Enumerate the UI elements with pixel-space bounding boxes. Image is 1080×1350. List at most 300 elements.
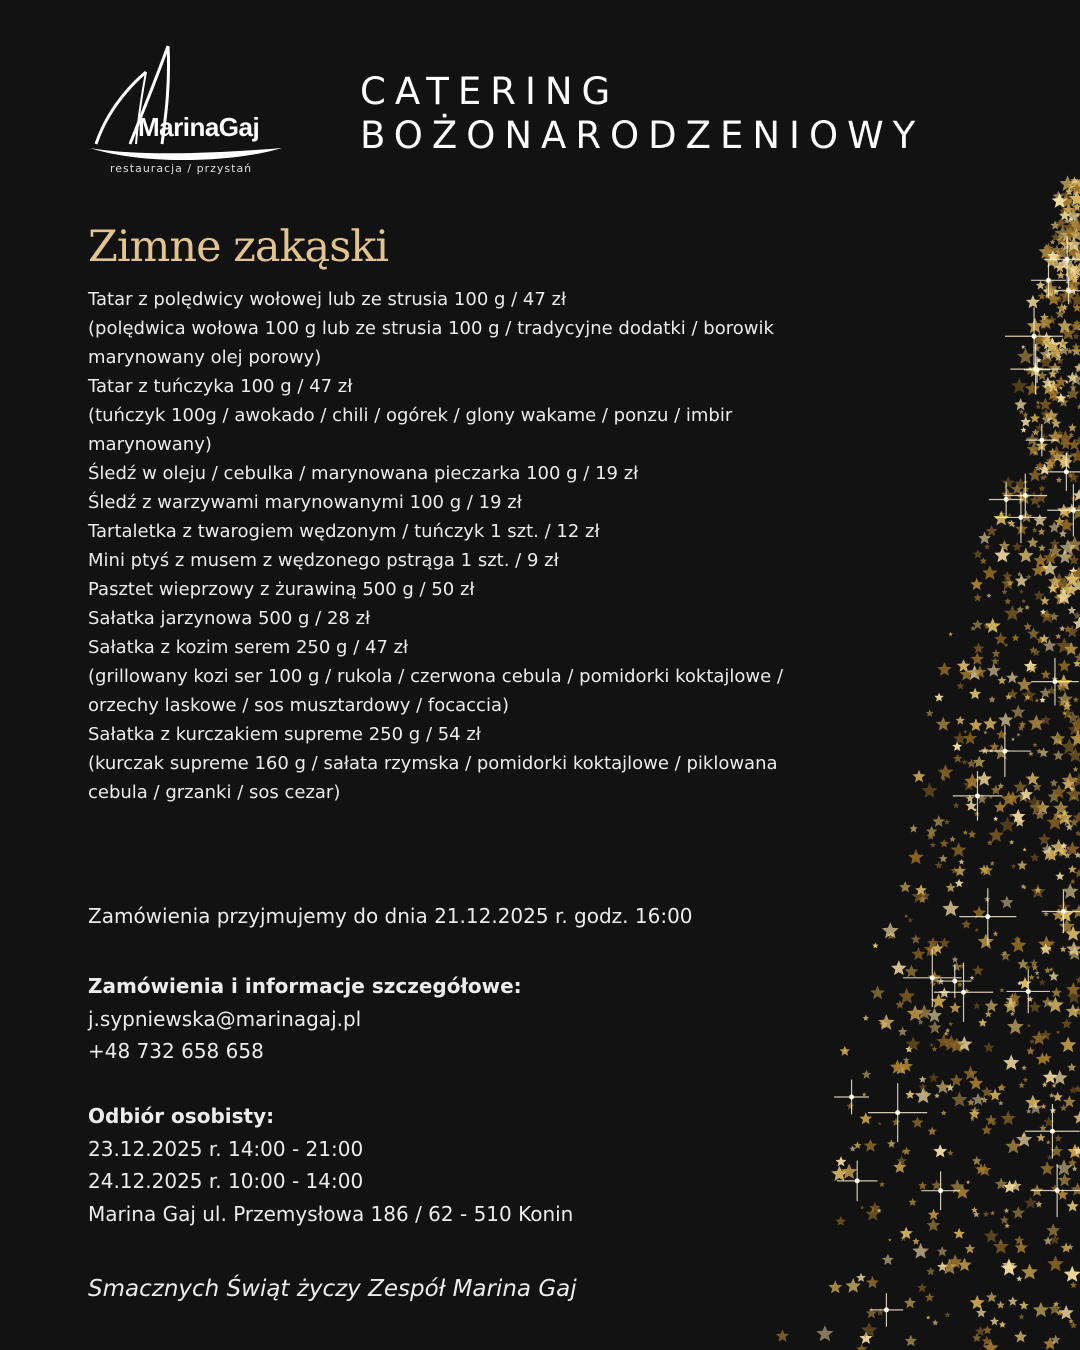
section-title: Zimne zakąski (88, 222, 389, 272)
tree-star (1073, 333, 1080, 340)
tree-star (948, 1022, 953, 1026)
tree-star (856, 1273, 866, 1282)
tree-star (1058, 1173, 1072, 1186)
tree-star (922, 783, 938, 798)
tree-star (891, 960, 907, 975)
tree-star (939, 937, 950, 948)
tree-star (954, 865, 966, 876)
tree-star (928, 1073, 939, 1083)
tree-star (969, 688, 981, 700)
tree-star (1008, 1296, 1018, 1305)
tree-star (828, 1280, 842, 1293)
tree-star (975, 928, 979, 932)
menu-line: (grillowany kozi ser 100 g / rukola / czerwona cebula / pomidorki koktajlowe / (88, 666, 784, 687)
menu-line: (kurczak supreme 160 g / sałata rzymska / pomidorki koktajlowe / piklowana (88, 753, 778, 774)
menu-line: (tuńczyk 100g / awokado / chili / ogórek / glony wakame / ponzu / imbir (88, 405, 733, 426)
tree-star (1049, 362, 1061, 374)
tree-star (1014, 398, 1027, 410)
tree-star (1019, 409, 1024, 414)
tree-star (1034, 590, 1045, 601)
tree-star (933, 815, 945, 827)
tree-star (999, 540, 1011, 551)
tree-star (1054, 1135, 1062, 1142)
tree-star (986, 593, 991, 598)
tree-star (936, 1080, 950, 1094)
pickup-heading: Odbiór osobisty: (88, 1104, 275, 1128)
tree-star (1064, 1266, 1080, 1282)
tree-star (1023, 848, 1027, 852)
tree-star (1039, 697, 1045, 703)
marina-gaj-logo (86, 44, 286, 180)
tree-star (1029, 1039, 1035, 1044)
tree-star (926, 709, 934, 717)
tree-star (952, 962, 962, 971)
tree-star (1021, 1065, 1027, 1070)
tree-star (985, 618, 1001, 633)
pickup-address: Marina Gaj ul. Przemysłowa 186 / 62 - 510 Konin (88, 1201, 574, 1226)
tree-star (1021, 427, 1027, 433)
tree-star (816, 1325, 833, 1341)
tree-star (882, 1254, 894, 1265)
tree-star (1002, 589, 1008, 595)
tree-star (1042, 560, 1058, 575)
tree-star (952, 956, 959, 962)
tree-star (949, 632, 953, 636)
tree-star (989, 696, 996, 703)
menu-line: Pasztet wieprzowy z żurawiną 500 g / 50 zł (88, 579, 475, 600)
tree-star (912, 947, 926, 960)
tree-star (1000, 896, 1013, 909)
tree-star (999, 1321, 1006, 1328)
tree-star (993, 931, 999, 936)
tree-star (978, 1163, 991, 1176)
title-line-1: CATERING (360, 70, 620, 113)
tree-star (1000, 950, 1011, 960)
tree-star (970, 578, 983, 590)
tree-star (1038, 528, 1046, 535)
tree-star (963, 830, 968, 835)
sparkle (1031, 658, 1079, 706)
tree-star (985, 1011, 992, 1018)
tree-star (836, 1216, 846, 1226)
tree-star (961, 759, 967, 765)
tree-star (1039, 355, 1053, 368)
tree-star (911, 934, 921, 943)
tree-star (953, 802, 960, 808)
tree-star (1014, 1330, 1027, 1342)
tree-star (978, 1018, 987, 1027)
contact-phone[interactable]: +48 732 658 658 (88, 1039, 264, 1063)
tree-star (905, 965, 919, 978)
tree-star (991, 657, 999, 665)
tree-star (976, 1307, 986, 1317)
tree-star (928, 1127, 937, 1136)
tree-star (1011, 863, 1017, 869)
tree-star (949, 836, 955, 842)
tree-star (1056, 303, 1067, 313)
tree-star (1035, 404, 1041, 410)
tree-star (1051, 987, 1062, 997)
tree-star (938, 764, 954, 779)
menu-list (88, 285, 888, 807)
tree-star (1047, 1154, 1053, 1160)
tree-star (1021, 345, 1025, 349)
tree-star (1021, 688, 1036, 703)
tree-star (1028, 715, 1045, 731)
tree-star (983, 1211, 989, 1217)
tree-star (963, 730, 967, 734)
tree-star (1004, 605, 1021, 621)
tree-star (1070, 1281, 1077, 1288)
tree-star (1012, 634, 1020, 642)
tree-star (878, 1122, 882, 1126)
menu-line: Sałatka z kurczakiem supreme 250 g / 54 zł (88, 724, 481, 745)
tree-star (1053, 750, 1064, 760)
tree-star (981, 1086, 993, 1097)
tree-star (962, 919, 972, 928)
tree-star (1023, 1077, 1028, 1082)
tree-star (1036, 400, 1040, 404)
tree-star (859, 1112, 872, 1124)
tree-star (865, 1207, 880, 1221)
tree-star (1032, 491, 1037, 496)
tree-star (1073, 617, 1080, 630)
tree-star (1024, 1196, 1037, 1209)
menu-line: orzechy laskowe / sos musztardowy / focaccia) (88, 695, 509, 716)
tree-star (831, 1166, 847, 1181)
tree-star (973, 756, 986, 768)
tree-star (934, 1093, 939, 1098)
tree-star (947, 1150, 953, 1156)
tree-star (1049, 1234, 1060, 1244)
tree-star (1057, 286, 1061, 290)
tree-star (932, 1046, 938, 1052)
tree-star (932, 1319, 938, 1325)
tree-star (1024, 622, 1032, 630)
tree-star (998, 712, 1013, 726)
tree-star (1059, 530, 1067, 538)
tree-star (1025, 381, 1040, 396)
tree-star (847, 1102, 855, 1109)
sparkle (903, 949, 961, 1007)
tree-star (1026, 574, 1032, 580)
tree-star (953, 1228, 965, 1239)
tree-star (840, 1046, 851, 1056)
tree-star (970, 975, 975, 980)
tree-star (1001, 1111, 1016, 1125)
menu-line: Sałatka z kozim serem 250 g / 47 zł (88, 637, 409, 658)
tree-star (1021, 599, 1026, 603)
tree-star (973, 643, 984, 654)
tree-star (1015, 522, 1028, 534)
sparkle (868, 1083, 927, 1142)
tree-star (999, 816, 1016, 832)
tree-star (1073, 1111, 1080, 1124)
tree-star (999, 988, 1004, 993)
sparkle (959, 888, 1016, 945)
tree-star (1056, 1030, 1060, 1034)
tree-star (1049, 1093, 1055, 1098)
pickup-date-1: 23.12.2025 r. 14:00 - 21:00 (88, 1136, 364, 1161)
tree-star (1012, 1206, 1025, 1219)
tree-star (912, 770, 925, 783)
tree-star (997, 1301, 1005, 1309)
pickup-info (88, 1100, 573, 1230)
menu-line: Mini ptyś z musem z wędzonego pstrąga 1 szt. / 9 zł (88, 550, 559, 571)
tree-star (919, 1076, 927, 1083)
tree-star (966, 1180, 970, 1184)
tree-star (909, 824, 918, 832)
tree-star (1075, 830, 1080, 836)
tree-star (1035, 698, 1040, 702)
tree-star (987, 663, 1001, 677)
tree-star (941, 1110, 947, 1115)
tree-star (1027, 537, 1039, 548)
contact-email[interactable]: j.sypniewska@marinagaj.pl (88, 1006, 362, 1031)
tree-star (985, 999, 999, 1012)
tree-star (925, 1293, 935, 1302)
tree-star (1017, 677, 1032, 692)
tree-star (978, 933, 994, 949)
menu-line: Sałatka jarzynowa 500 g / 28 zł (88, 608, 371, 629)
tree-star (1068, 1318, 1073, 1323)
tree-star (1067, 989, 1080, 1003)
tree-star (1017, 348, 1034, 364)
tree-star (1004, 598, 1011, 605)
tree-star (1009, 813, 1013, 817)
tree-star (1030, 959, 1038, 967)
sparkle (1003, 474, 1047, 518)
tree-star (928, 1209, 940, 1220)
tree-star (1033, 514, 1046, 527)
tree-star (1044, 1236, 1053, 1245)
tree-star (1029, 1001, 1042, 1013)
tree-star (1019, 977, 1032, 989)
tree-star (965, 1244, 976, 1254)
tree-star (926, 1267, 935, 1276)
tree-star (1035, 971, 1040, 976)
tree-star (1011, 705, 1025, 719)
tree-star (856, 1344, 867, 1350)
tree-star (1027, 1023, 1031, 1027)
tree-star (1033, 742, 1038, 747)
tree-star (981, 1125, 992, 1135)
tree-star (983, 730, 987, 734)
tree-star (862, 1070, 872, 1079)
tree-star (1016, 1276, 1022, 1282)
tree-star (1069, 1086, 1077, 1094)
tree-star (949, 1002, 961, 1013)
tree-star (1003, 1054, 1019, 1070)
sparkle (979, 725, 1031, 777)
tree-star (958, 859, 964, 865)
tree-star (1026, 1047, 1035, 1055)
tree-star (1039, 979, 1046, 986)
sparkle (837, 1161, 878, 1202)
tree-star (1038, 833, 1051, 845)
tree-star (940, 839, 949, 848)
tree-star (1017, 860, 1027, 870)
tree-star (939, 854, 948, 862)
tree-star (1000, 1216, 1009, 1225)
tree-star (972, 1333, 982, 1342)
tree-star (1070, 879, 1075, 884)
tree-star (937, 1246, 948, 1256)
tree-star (1024, 605, 1030, 610)
logo-tagline: restauracja / przystań (110, 162, 253, 175)
tree-star (1033, 1302, 1049, 1317)
tree-star (989, 827, 1004, 842)
tree-star (888, 1238, 892, 1242)
tree-star (990, 861, 995, 866)
tree-star (864, 1139, 877, 1152)
tree-star (1061, 1242, 1072, 1252)
tree-star (918, 1019, 924, 1025)
tree-star (1067, 1063, 1076, 1072)
tree-star (776, 1329, 789, 1342)
tree-star (1061, 1018, 1072, 1029)
tree-star (942, 900, 959, 916)
tree-star (1056, 271, 1065, 279)
tree-star (1046, 1140, 1051, 1145)
tree-star (1071, 1182, 1080, 1195)
tree-star (902, 1147, 910, 1155)
tree-star (1050, 779, 1058, 787)
menu-line: cebula / grzanki / sos cezar) (88, 782, 341, 803)
tree-star (1010, 1011, 1015, 1016)
pickup-date-2: 24.12.2025 r. 10:00 - 14:00 (88, 1169, 364, 1193)
tree-star (849, 1145, 856, 1151)
tree-star (915, 1087, 932, 1103)
tree-star (912, 1243, 929, 1259)
tree-star (918, 1181, 927, 1190)
tree-star (983, 717, 997, 731)
tree-star (1036, 281, 1045, 290)
tree-star (1068, 423, 1077, 432)
tree-star (1019, 721, 1027, 728)
tree-star (1040, 1161, 1054, 1175)
tree-star (984, 1229, 999, 1243)
tree-star (866, 1276, 879, 1289)
tree-star (930, 842, 936, 848)
tree-star (904, 1297, 916, 1308)
tree-star (1073, 766, 1079, 772)
tree-star (870, 985, 885, 999)
tree-star (1004, 1208, 1010, 1213)
tree-star (1029, 974, 1035, 980)
tree-star (976, 771, 992, 786)
tree-star (1028, 751, 1033, 756)
tree-star (1039, 1124, 1046, 1131)
tree-star (953, 754, 963, 763)
tree-star (993, 816, 998, 821)
tree-star (1068, 606, 1077, 614)
menu-line: Śledź w oleju / cebulka / marynowana pieczarka 100 g / 19 zł (88, 463, 639, 484)
tree-star (1036, 1133, 1045, 1142)
tree-star (994, 632, 1008, 645)
tree-star (972, 1156, 982, 1165)
tree-star (1002, 476, 1015, 489)
tree-star (912, 1116, 924, 1127)
tree-star (1019, 1301, 1029, 1310)
menu-line: (polędwica wołowa 100 g lub ze strusia 100 g / tradycyjne dodatki / borowik (88, 318, 774, 339)
order-deadline: Zamówienia przyjmujemy do dnia 21.12.2025 r. godz. 16:00 (88, 904, 693, 928)
tree-star (1037, 504, 1041, 508)
sparkle (834, 1080, 869, 1115)
tree-star (1044, 967, 1051, 974)
tree-star (936, 717, 951, 731)
tree-star (860, 1205, 865, 1209)
tree-star (998, 1100, 1003, 1105)
tree-star (1060, 946, 1067, 952)
tree-star (1036, 975, 1040, 979)
menu-line: Tatar z tuńczyka 100 g / 47 zł (88, 376, 353, 397)
tree-star (1018, 548, 1034, 563)
tree-star (917, 1283, 927, 1293)
tree-star (1018, 1082, 1025, 1088)
logo-wordmark: MarinaGaj (138, 112, 260, 142)
tree-star (986, 1292, 997, 1303)
tree-star (1072, 1166, 1078, 1172)
sparkle (953, 771, 1002, 820)
tree-star (1015, 574, 1028, 587)
tree-star (1032, 782, 1042, 791)
tree-star (908, 1198, 916, 1206)
closing-greeting: Smacznych Świąt życzy Zespół Marina Gaj (88, 1276, 577, 1302)
tree-star (892, 1118, 901, 1126)
tree-star (1049, 967, 1054, 971)
tree-star (951, 842, 967, 857)
tree-star (944, 1312, 950, 1318)
tree-star (1049, 971, 1060, 981)
sparkle (870, 1293, 903, 1326)
tree-star (1073, 696, 1079, 702)
tree-star (879, 1181, 885, 1187)
menu-line: Śledź z warzywami marynowanymi 100 g / 19 zł (88, 492, 522, 513)
tree-star (963, 731, 977, 744)
tree-star (1006, 671, 1018, 683)
tree-star (967, 1099, 975, 1106)
tree-star (1019, 589, 1024, 594)
tree-star (956, 682, 964, 690)
tree-star (1046, 1223, 1060, 1236)
tree-star (854, 1141, 862, 1149)
tree-star (899, 881, 911, 892)
tree-star (1074, 869, 1080, 878)
tree-star (969, 1076, 984, 1090)
tree-star (898, 988, 915, 1004)
tree-star (897, 1156, 907, 1166)
tree-star (908, 917, 914, 922)
tree-star (950, 1074, 963, 1087)
tree-star (863, 1015, 869, 1021)
tree-star (1055, 633, 1061, 639)
tree-star (1030, 853, 1040, 862)
tree-star (1011, 737, 1015, 741)
tree-star (1038, 292, 1046, 300)
tree-star (1026, 1109, 1031, 1114)
tree-star (951, 1092, 967, 1107)
tree-star (928, 1021, 942, 1034)
tree-star (866, 1307, 877, 1318)
tree-star (970, 1295, 985, 1309)
tree-star (1076, 976, 1080, 983)
tree-star (1053, 1092, 1063, 1102)
tree-star (953, 732, 967, 745)
tree-star (1011, 378, 1027, 394)
tree-star (908, 849, 924, 864)
contact-heading: Zamówienia i informacje szczegółowe: (88, 974, 522, 998)
